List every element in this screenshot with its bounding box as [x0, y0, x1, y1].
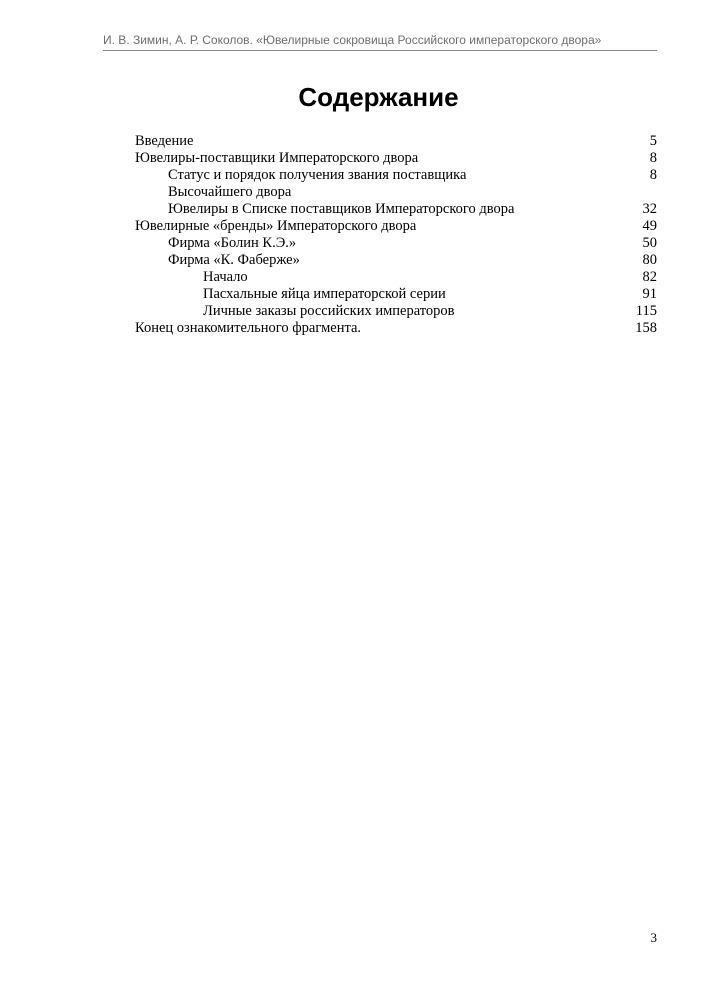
toc-entry-title: Личные заказы российских императоров: [203, 303, 455, 319]
toc-entry[interactable]: [135, 320, 657, 337]
toc-entry[interactable]: [135, 252, 657, 269]
toc-entry[interactable]: [135, 218, 657, 235]
toc-entry-title: Введение: [135, 133, 194, 149]
running-header: И. В. Зимин, А. Р. Соколов. «Ювелирные сокровища Российского императорского двора»: [103, 33, 602, 47]
toc-entry-page: 49: [642, 218, 657, 234]
toc-entry-page: 158: [635, 320, 657, 336]
toc-entry-page: 8: [649, 167, 657, 183]
toc-entry-title: Ювелирные «бренды» Императорского двора: [135, 218, 417, 234]
header-rule: [103, 50, 657, 51]
toc-entry-title: Пасхальные яйца императорской серии: [203, 286, 446, 302]
toc-entry-page: 82: [642, 269, 657, 285]
toc-entry[interactable]: [135, 167, 657, 201]
toc-entry-title: Фирма «Болин К.Э.»: [168, 235, 297, 251]
toc-entry[interactable]: [135, 150, 657, 167]
toc-entry-page: 80: [642, 252, 657, 268]
toc-entry-page: 115: [635, 303, 657, 319]
toc-entry-page: 91: [642, 286, 657, 302]
toc-entry[interactable]: [135, 286, 657, 303]
toc-entry-page: 8: [649, 150, 657, 166]
page-title: Содержание: [298, 82, 459, 112]
toc-entry-title: Ювелиры в Списке поставщиков Императорского двора: [168, 201, 515, 217]
toc-entry-page: 50: [642, 235, 657, 251]
toc-entry[interactable]: [135, 269, 657, 286]
toc-entry-page: 32: [642, 201, 657, 217]
toc-entry-title: Фирма «К. Фаберже»: [168, 252, 300, 268]
table-of-contents: [135, 133, 657, 337]
toc-entry-page: 5: [649, 133, 657, 149]
toc-entry-title: Ювелиры-поставщики Императорского двора: [135, 150, 419, 166]
toc-entry-title: Статус и порядок получения звания поставщика Высочайшего двора: [168, 167, 467, 200]
toc-entry-title: Начало: [203, 269, 248, 285]
toc-entry[interactable]: [135, 133, 657, 150]
toc-entry[interactable]: [135, 303, 657, 320]
toc-entry[interactable]: [135, 201, 657, 218]
toc-entry[interactable]: [135, 235, 657, 252]
toc-entry-title: Конец ознакомительного фрагмента.: [135, 320, 362, 336]
page-number: 3: [650, 930, 657, 945]
